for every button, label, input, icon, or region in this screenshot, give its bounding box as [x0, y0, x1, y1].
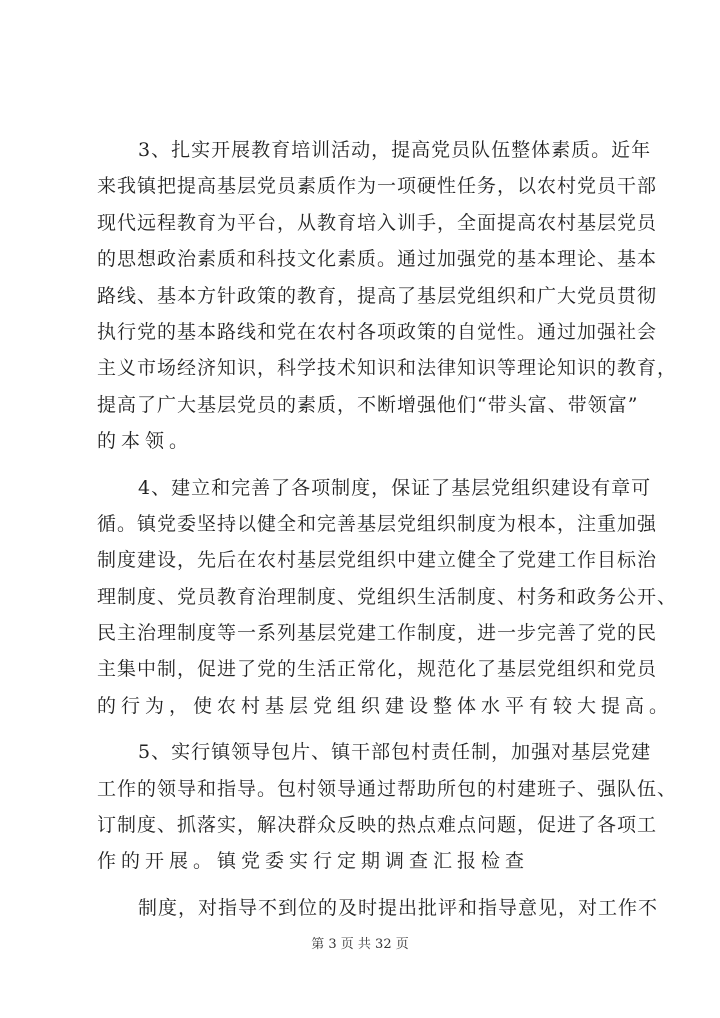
paragraph-5	[97, 734, 678, 880]
text-line: 3、扎实开展教育培训活动，提高党员队伍整体素质。近年	[138, 139, 652, 161]
text-line: 现代远程教育为平台，从教育培入训手，全面提高农村基层党员	[97, 211, 658, 234]
text-line: 工作的领导和指导。包村领导通过帮助所包的村建班子、强队伍、	[97, 777, 678, 800]
text-line: 主集中制，促进了党的生活正常化，规范化了基层党组织和党员	[97, 658, 658, 681]
text-line: 民主治理制度等一系列基层党建工作制度，进一步完善了党的民	[97, 622, 658, 645]
paragraph-continued	[97, 890, 659, 926]
text-line: 理制度、党员教育治理制度、党组织生活制度、村务和政务公开、	[97, 585, 678, 608]
text-line: 4、建立和完善了各项制度，保证了基层党组织建设有章可	[138, 476, 652, 499]
text-line: 制度，对指导不到位的及时提出批评和指导意见，对工作不	[138, 896, 659, 919]
page-number-footer: 第 3 页 共 32 页	[311, 937, 409, 952]
text-line: 循。镇党委坚持以健全和完善基层党组织制度为根本，注重加强	[97, 512, 658, 535]
document-body	[97, 132, 678, 936]
paragraph-4	[97, 470, 678, 725]
text-line: 执行党的基本路线和党在农村各项政策的自觉性。通过加强社会	[97, 320, 658, 343]
text-line: 5、实行镇领导包片、镇干部包村责任制，加强对基层党建	[138, 741, 652, 764]
text-line: 的本领。	[97, 430, 194, 453]
text-line: 的行为，使农村基层党组织建设整体水平有较大提高。	[97, 694, 674, 717]
text-line: 制度建设，先后在农村基层党组织中建立健全了党建工作目标治	[97, 549, 658, 572]
text-line: 路线、基本方针政策的教育，提高了基层党组织和广大党员贯彻	[97, 284, 658, 307]
text-line: 提高了广大基层党员的素质，不断增强他们“带头富、带领富”	[97, 393, 639, 416]
paragraph-3	[97, 132, 678, 460]
text-line: 来我镇把提高基层党员素质作为一项硬性任务，以农村党员干部	[97, 175, 658, 198]
text-line: 的思想政治素质和科技文化素质。通过加强党的基本理论、基本	[97, 248, 658, 271]
text-line: 作的开展。镇党委实行定期调查汇报检查	[97, 850, 530, 873]
text-line: 订制度、抓落实，解决群众反映的热点难点问题，促进了各项工	[97, 814, 658, 837]
text-line: 主义市场经济知识，科学技术知识和法律知识等理论知识的教育，	[97, 357, 678, 380]
